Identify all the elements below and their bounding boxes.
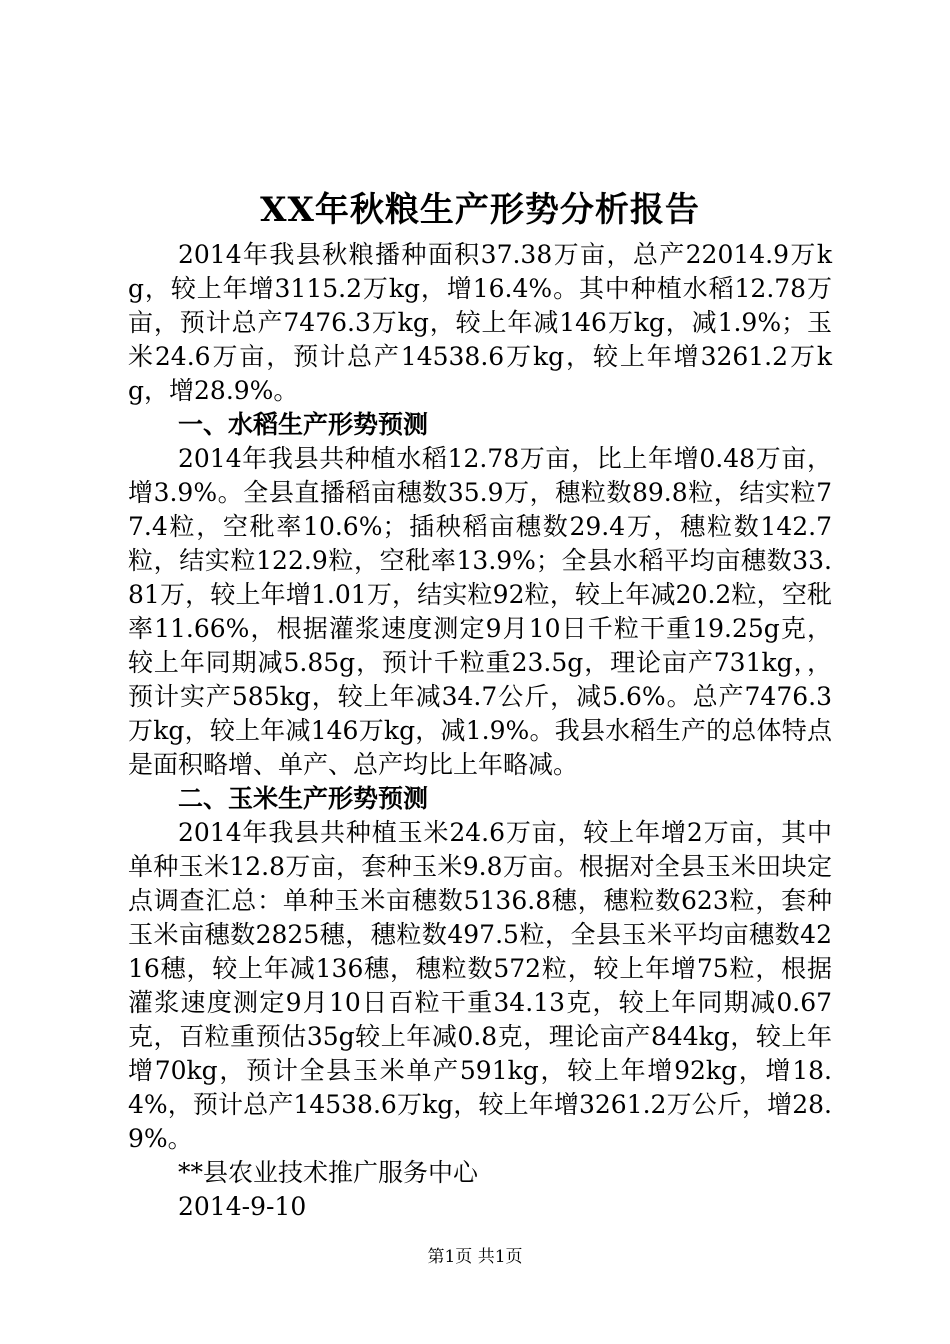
intro-paragraph: 2014年我县秋粮播种面积37.38万亩，总产22014.9万kg，较上年增3115.2万kg，增16.4%。其中种植水稻12.78万亩，预计总产7476.3万kg，较上年减146万kg，减1.9%；玉米24.6万亩，预计总产14538.6万kg，较上年增3261.2万kg，增28.9%。 <box>128 240 832 405</box>
corn-paragraph: 2014年我县共种植玉米24.6万亩，较上年增2万亩，其中单种玉米12.8万亩，套种玉米9.8万亩。根据对全县玉米田块定点调查汇总：单种玉米亩穗数5136.8穗，穗粒数623粒，套种玉米亩穗数2825穗，穗粒数497.5粒，全县玉米平均亩穗数4216穗，较上年减136穗，穗粒数572粒，较上年增75粒，根据灌浆速度测定9月10日百粒干重34.13克，较上年同期减0.67克，百粒重预估35g较上年减0.8克，理论亩产844kg，较上年增70kg，预计全县玉米单产591kg，较上年增92kg，增18.4%，预计总产14538.6万kg，较上年增3261.2万公斤，增28.9%。 <box>128 818 832 1153</box>
document-title: XX年秋粮生产形势分析报告 <box>260 190 700 230</box>
rice-paragraph: 2014年我县共种植水稻12.78万亩，比上年增0.48万亩，增3.9%。全县直播稻亩穗数35.9万，穗粒数89.8粒，结实粒77.4粒，空秕率10.6%；插秧稻亩穗数29.4万，穗粒数142.7粒，结实粒122.9粒，空秕率13.9%；全县水稻平均亩穗数33.81万，较上年增1.01万，结实粒92粒，较上年减20.2粒，空秕率11.66%，根据灌浆速度测定9月10日千粒干重19.25g克，较上年同期减5.85g，预计千粒重23.5g，理论亩产731kg，，预计实产585kg，较上年减34.7公斤，减5.6%。总产7476.3万kg，较上年减146万kg，减1.9%。我县水稻生产的总体特点是面积略增、单产、总产均比上年略减。 <box>128 444 832 779</box>
signature-date: 2014-9-10 <box>178 1192 307 1221</box>
document-body <box>128 182 832 1224</box>
page-footer: 第1页 共1页 <box>427 1247 523 1267</box>
section-heading-rice: 一、水稻生产形势预测 <box>178 410 429 439</box>
signature-organization: **县农业技术推广服务中心 <box>178 1158 479 1187</box>
section-heading-corn: 二、玉米生产形势预测 <box>178 784 429 813</box>
